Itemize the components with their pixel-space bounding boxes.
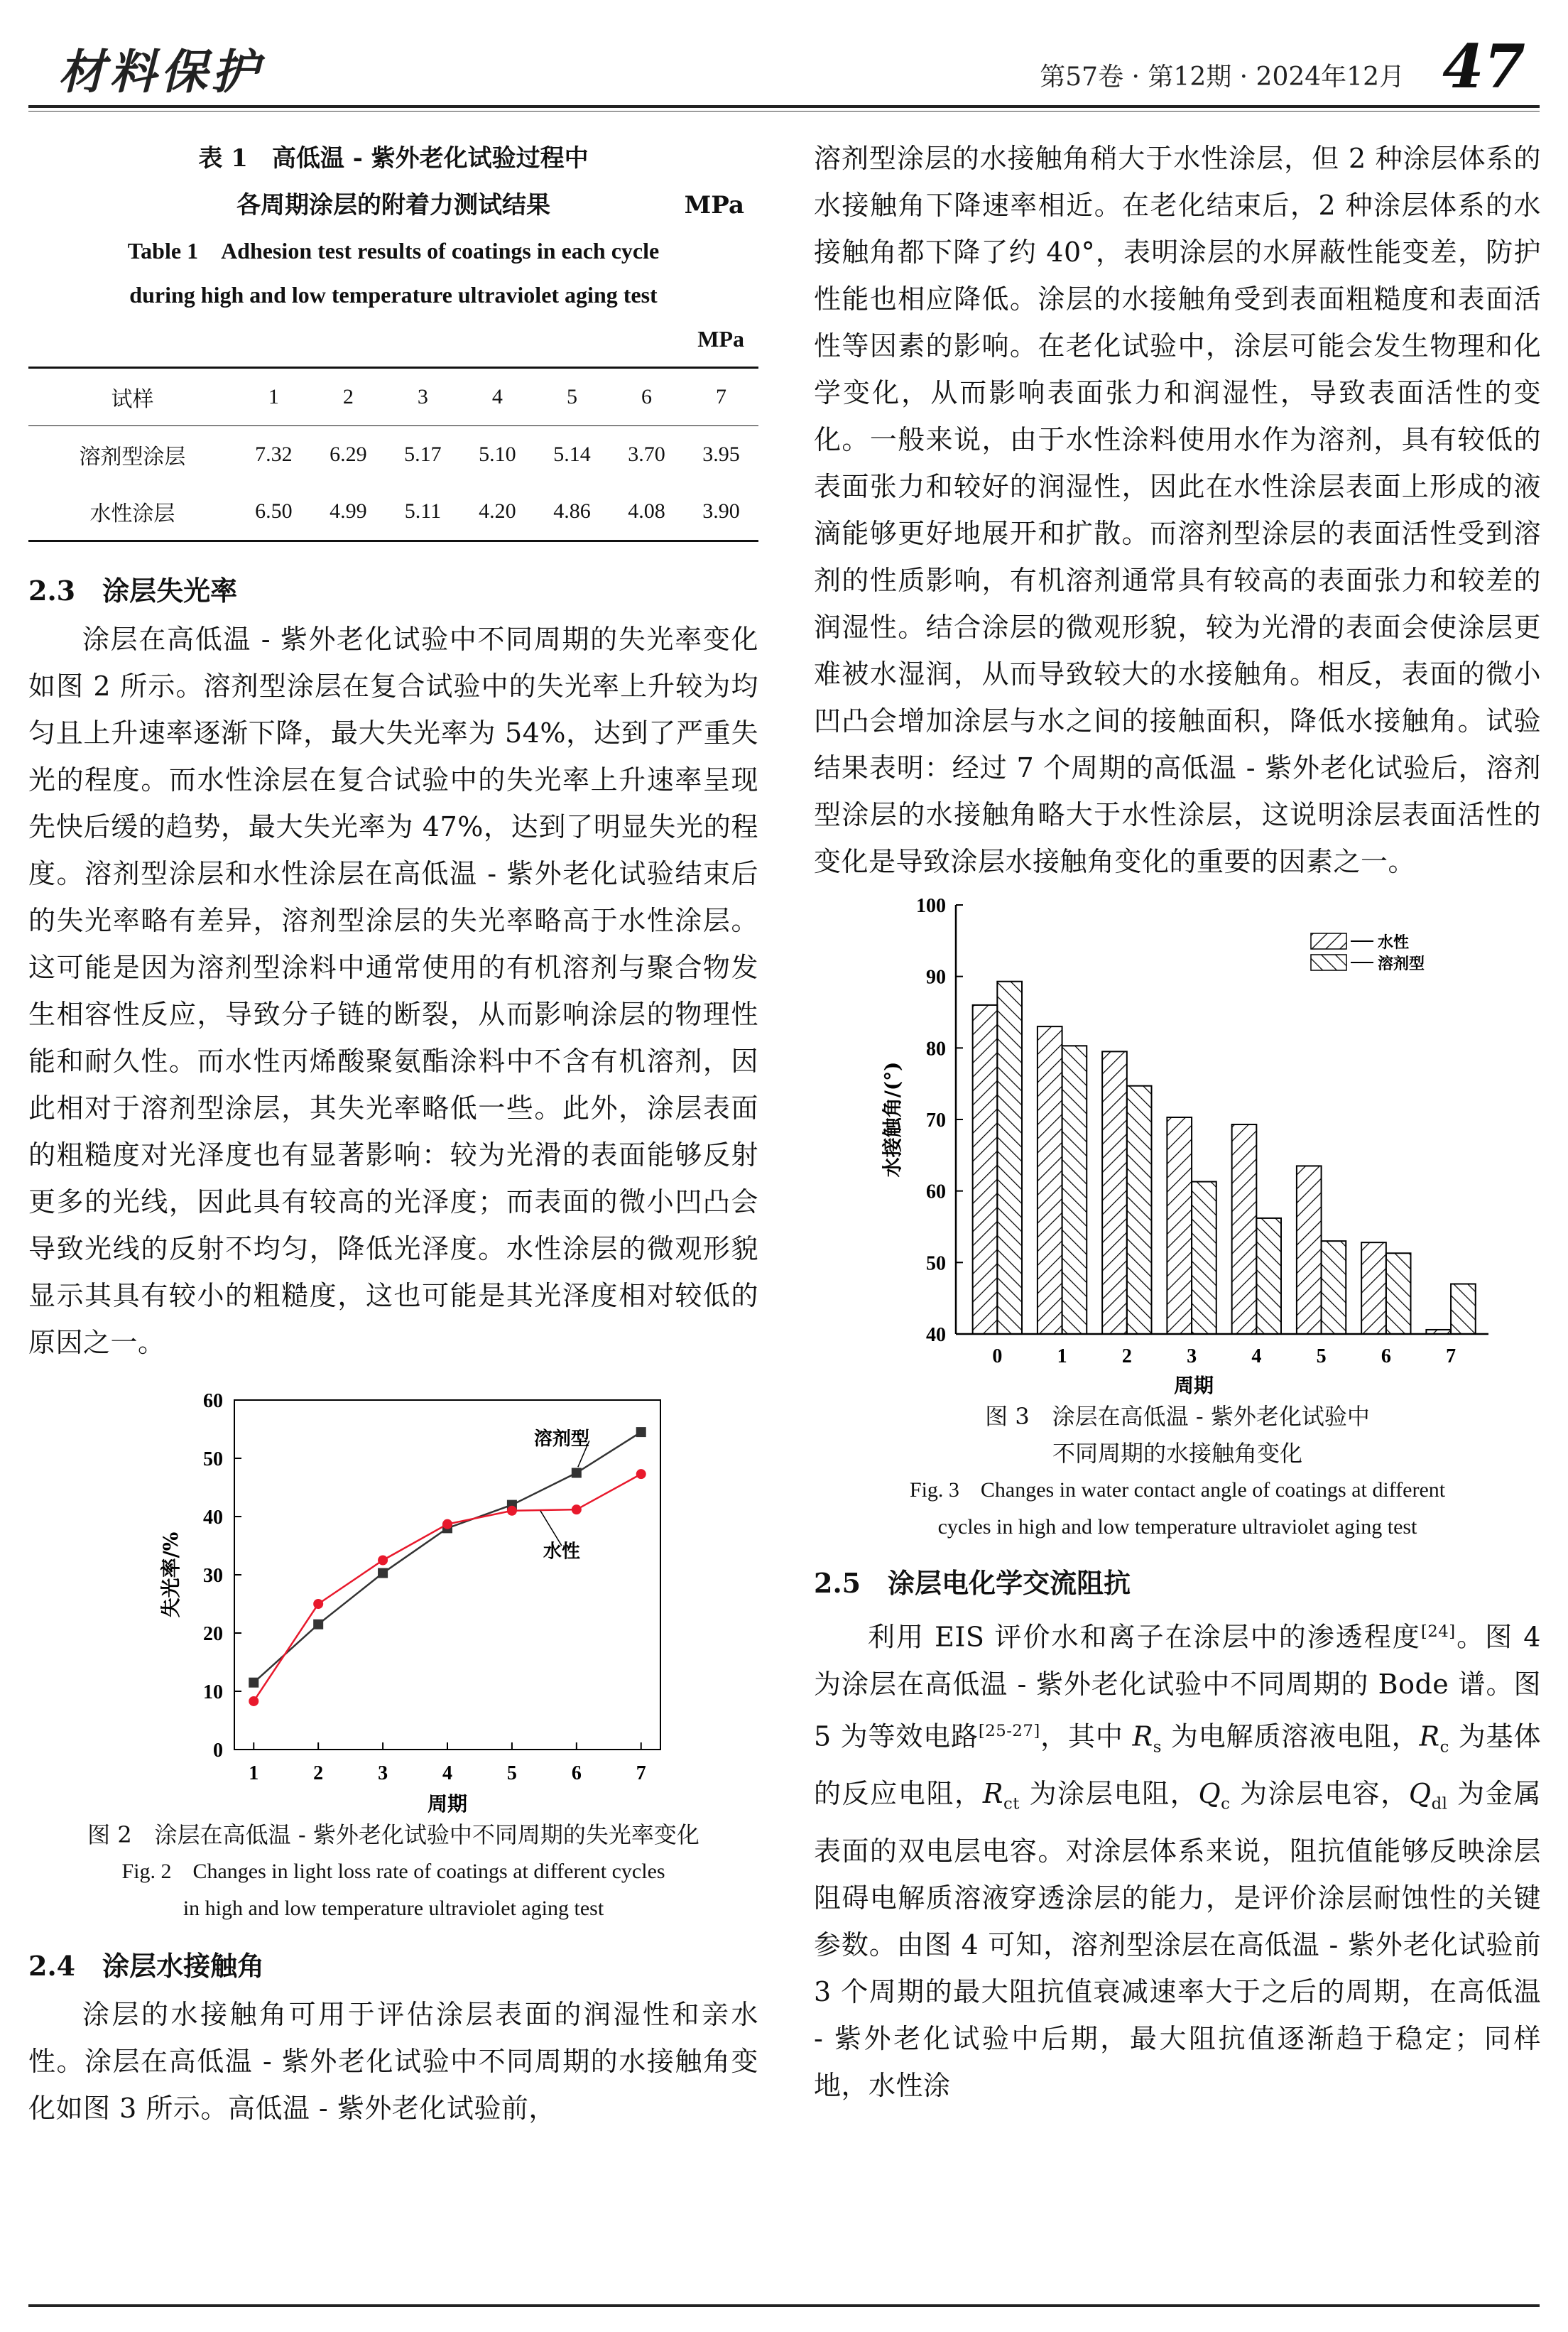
x-tick-label: 7 [636,1762,646,1784]
bar-solvent [1386,1253,1411,1334]
text-run: ，其中 [1040,1720,1133,1752]
y-tick-label: 80 [926,1038,946,1061]
x-tick-label: 4 [1251,1345,1262,1367]
fig2-caption-en-2: in high and low temperature ultraviolet aging test [183,1897,604,1920]
adhesion-table [28,367,758,542]
table-header-cell: 2 [342,385,354,408]
table-header-row [28,368,758,426]
bar-solvent [1451,1284,1476,1334]
data-point [636,1469,646,1479]
table-cell: 6.50 [255,499,293,523]
x-tick-label: 5 [506,1762,517,1784]
table-header-cell: 5 [566,385,577,408]
x-tick-label: 1 [249,1762,259,1784]
text-run: 利用 EIS 评价水和离子在涂层中的渗透程度 [868,1621,1421,1653]
table1-caption-cn-1: 表 1 高低温 - 紫外老化试验过程中 [198,144,589,173]
y-tick-label: 20 [203,1623,223,1645]
table-cell: 5.10 [479,443,516,466]
left-column [28,135,758,2132]
fig2-caption-cn: 图 2 涂层在高低温 - 紫外老化试验中不同周期的失光率变化 [87,1821,699,1848]
data-point [378,1568,388,1578]
legend-swatch [1311,933,1346,949]
table-header-cell: 7 [715,385,726,408]
y-tick-label: 100 [916,898,946,917]
table-cell: 水性涂层 [89,502,175,526]
table-cell: 5.11 [404,499,442,523]
symbol-sub: c [1221,1794,1231,1813]
data-point [572,1504,582,1514]
series-label-water: 水性 [543,1541,580,1563]
symbol: R [1132,1720,1153,1752]
text-run: 为金属表面的双电层电容。对涂层体系来说，阻抗值能够反映涂层阻碍电解质溶液穿透涂层的能力，是评价涂层耐蚀性的关键参数。由图 4 可知，溶剂型涂层在高低温 - 紫外老化试验前 3 个周期的最大阻抗值衰减速率大于之后的周期，在高低温 - 紫外老化试验中后期，最大阻抗值逐渐趋于稳定；同样地，水性涂 [814,1777,1541,2101]
table1-caption-cn-2-row [28,182,758,229]
table-cell: 5.17 [404,443,442,466]
section-heading-2-5: 2.5 涂层电化学交流阻抗 [814,1567,1131,1599]
fig2-line-chart [28,1380,758,1813]
y-tick-label: 60 [203,1390,223,1412]
legend-label: 水性 [1378,933,1410,952]
x-tick-label: 2 [313,1762,324,1784]
section-2-5-body [814,1608,1541,2109]
data-point [378,1556,388,1566]
y-tick-label: 70 [926,1110,946,1132]
x-tick-label: 0 [992,1345,1003,1367]
table1-unit-en: MPa [697,326,744,352]
plot-frame [234,1400,660,1750]
table-cell: 4.20 [479,499,516,523]
bar-solvent [1322,1241,1346,1334]
citation: [24] [1420,1622,1456,1641]
legend-swatch [1311,955,1346,970]
table-cell: 7.32 [255,443,293,466]
table-header-cell: 6 [641,385,652,408]
fig3-bar-chart [814,898,1541,1395]
table-cell: 4.99 [330,499,367,523]
issue-info: 第57卷 · 第12期 · 2024年12月 [1040,63,1405,92]
text-run: 为涂层电阻， [1019,1777,1199,1809]
data-point [313,1620,323,1629]
y-tick-label: 90 [926,966,946,989]
table-cell: 3.70 [628,443,665,466]
bar-solvent [1256,1218,1281,1334]
bar-water [973,1005,998,1334]
table-row [28,483,758,541]
section-2-4-body-right: 溶剂型涂层的水接触角稍大于水性涂层，但 2 种涂层体系的水接触角下降速率相近。在老化结束后，2 种涂层体系的水接触角都下降了约 40°，表明涂层的水屏蔽性能变差，防护性能也相应降低。涂层的水接触角受到表面粗糙度和表面活性等因素的影响。在老化试验中，涂层可能会发生物理和化学变化，从而影响表面张力和润湿性，导致表面活性的变化。一般来说，由于水性涂料使用水作为溶剂，具有较低的表面张力和较好的润湿性，因此在水性涂层表面上形成的液滴能够更好地展开和扩散。而溶剂型涂层的表面活性受到溶剂的性质影响，有机溶剂通常具有较高的表面张力和较差的润湿性。结合涂层的微观形貌，较为光滑的表面会使涂层更难被水湿润，从而导致较大的水接触角。相反，表面的微小凹凸会增加涂层与水之间的接触面积，降低水接触角。试验结果表明：经过 7 个周期的高低温 - 紫外老化试验后，溶剂型涂层的水接触角略大于水性涂层，这说明涂层表面活性的变化是导致涂层水接触角变化的重要的因素之一。 [814,143,1541,877]
x-tick-label: 3 [1187,1345,1197,1367]
bar-water [1426,1330,1451,1334]
bar-water [1038,1026,1062,1334]
bar-solvent [1127,1086,1152,1334]
figure-2 [28,1380,758,1927]
fig3-caption-cn-1: 图 3 涂层在高低温 - 紫外老化试验中 [985,1403,1370,1430]
data-point [442,1519,452,1529]
fig2-caption-en-1: Fig. 2 Changes in light loss rate of coatings at different cycles [121,1860,665,1883]
table-cell: 溶剂型涂层 [79,445,186,469]
page-number: 47 [1442,31,1525,102]
footer-rule [28,2304,1540,2307]
series-label-solvent: 溶剂型 [533,1428,589,1450]
x-axis-label: 周期 [1173,1374,1214,1395]
table-cell: 3.90 [702,499,740,523]
bar-water [1297,1166,1322,1334]
symbol: Q [1198,1777,1221,1809]
table1-unit-cn: MPa [684,191,744,219]
section-heading-2-4: 2.4 涂层水接触角 [28,1950,265,1982]
x-tick-label: 2 [1121,1345,1132,1367]
table-cell: 4.86 [553,499,591,523]
symbol-sub: dl [1431,1794,1448,1813]
table-cell: 5.14 [553,443,591,466]
y-tick-label: 50 [926,1252,946,1275]
symbol-sub: s [1153,1737,1162,1756]
table1-caption-cn-2: 各周期涂层的附着力测试结果 [236,191,550,219]
data-point [636,1427,646,1437]
bar-water [1167,1117,1192,1334]
section-2-4-body-left: 涂层的水接触角可用于评估涂层表面的润湿性和亲水性。涂层在高低温 - 紫外老化试验中不同周期的水接触角变化如图 3 所示。高低温 - 紫外老化试验前， [28,1999,758,2124]
x-tick-label: 3 [378,1762,388,1784]
data-point [249,1696,258,1706]
y-tick-label: 40 [926,1324,946,1346]
x-tick-label: 6 [1381,1345,1391,1367]
symbol: R [982,1777,1003,1809]
table-header-cell: 1 [268,385,279,408]
symbol-sub: ct [1003,1794,1020,1813]
table-header-cell: 3 [417,385,428,408]
figure-3 [814,898,1541,1546]
page-header [28,28,1540,107]
x-tick-label: 5 [1316,1345,1327,1367]
header-rule-thin [28,111,1540,112]
table-header-cell: 4 [491,385,503,408]
y-axis-label: 水接触角/(°) [881,1061,904,1178]
y-tick-label: 50 [203,1448,223,1470]
x-tick-label: 6 [571,1762,582,1784]
fig3-caption-cn-2: 不同周期的水接触角变化 [1052,1440,1302,1467]
y-tick-label: 0 [213,1740,223,1762]
series-line-solvent [254,1432,641,1683]
x-axis-label: 周期 [427,1792,468,1813]
right-column [814,135,1541,2109]
data-point [572,1468,582,1478]
y-tick-label: 40 [203,1507,223,1529]
bar-water [1361,1242,1386,1334]
text-run: 为基体的反应电阻， [814,1720,1541,1809]
header-rule [28,105,1540,108]
bar-water [1232,1124,1257,1334]
x-tick-label: 1 [1057,1345,1067,1367]
x-tick-label: 7 [1446,1345,1457,1367]
data-point [249,1678,258,1688]
y-tick-label: 60 [926,1181,946,1203]
symbol: Q [1408,1777,1432,1809]
bar-solvent [997,982,1022,1334]
table1-caption-en-2: during high and low temperature ultraviolet aging test [129,282,658,308]
data-point [313,1599,323,1609]
table-cell: 6.29 [330,443,367,466]
section-heading-2-3: 2.3 涂层失光率 [28,575,238,607]
text-run: 为电解质溶液电阻， [1161,1720,1420,1752]
symbol: R [1419,1720,1440,1752]
citation: [25-27] [978,1721,1040,1740]
text-run: 。图 4 为涂层在高低温 - 紫外老化试验中不同周期的 Bode 谱。图 5 为等效电路 [814,1621,1541,1752]
journal-logo: 材料保护 [58,44,263,99]
y-tick-label: 30 [203,1565,223,1587]
series-line-water [254,1474,641,1701]
legend-label: 溶剂型 [1378,955,1425,973]
y-axis-label: 失光率/% [159,1531,183,1618]
section-2-3-body: 涂层在高低温 - 紫外老化试验中不同周期的失光率变化如图 2 所示。溶剂型涂层在复合试验中的失光率上升较为均匀且上升速率逐渐下降，最大失光率为 54%，达到了严重失光的程度。而水性涂层在复合试验中的失光率上升速率呈现先快后缓的趋势，最大失光率为 47%，达到了明显失光的程度。溶剂型涂层和水性涂层在高低温 - 紫外老化试验结束后的失光率略有差异，溶剂型涂层的失光率略高于水性涂层。这可能是因为溶剂型涂料中通常使用的有机溶剂与聚合物发生相容性反应，导致分子链的断裂，从而影响涂层的物理性能和耐久性。而水性丙烯酸聚氨酯涂料中不含有机溶剂，因此相对于溶剂型涂层，其失光率略低一些。此外，涂层表面的粗糙度对光泽度也有显著影响：较为光滑的表面能够反射更多的光线，因此具有较高的光泽度；而表面的微小凹凸会导致光线的反射不均匀，降低光泽度。水性涂层的微观形貌显示其具有较小的粗糙度，这也可能是其光泽度相对较低的原因之一。 [28,624,758,1358]
fig3-caption-en-1: Fig. 3 Changes in water contact angle of coatings at different [909,1478,1446,1502]
table-header-cell: 试样 [111,388,154,411]
data-point [507,1506,517,1516]
bar-solvent [1192,1182,1216,1334]
symbol-sub: c [1439,1737,1449,1756]
y-tick-label: 10 [203,1681,223,1703]
fig3-caption-en-2: cycles in high and low temperature ultraviolet aging test [937,1515,1417,1539]
table-row [28,426,758,484]
table-cell: 4.08 [628,499,665,523]
table-cell: 3.95 [702,443,740,466]
bar-solvent [1062,1046,1087,1334]
table1-caption-en-1: Table 1 Adhesion test results of coatings in each cycle [127,238,660,264]
bar-water [1102,1051,1127,1334]
text-run: 为涂层电容， [1230,1777,1409,1809]
x-tick-label: 4 [442,1762,452,1784]
